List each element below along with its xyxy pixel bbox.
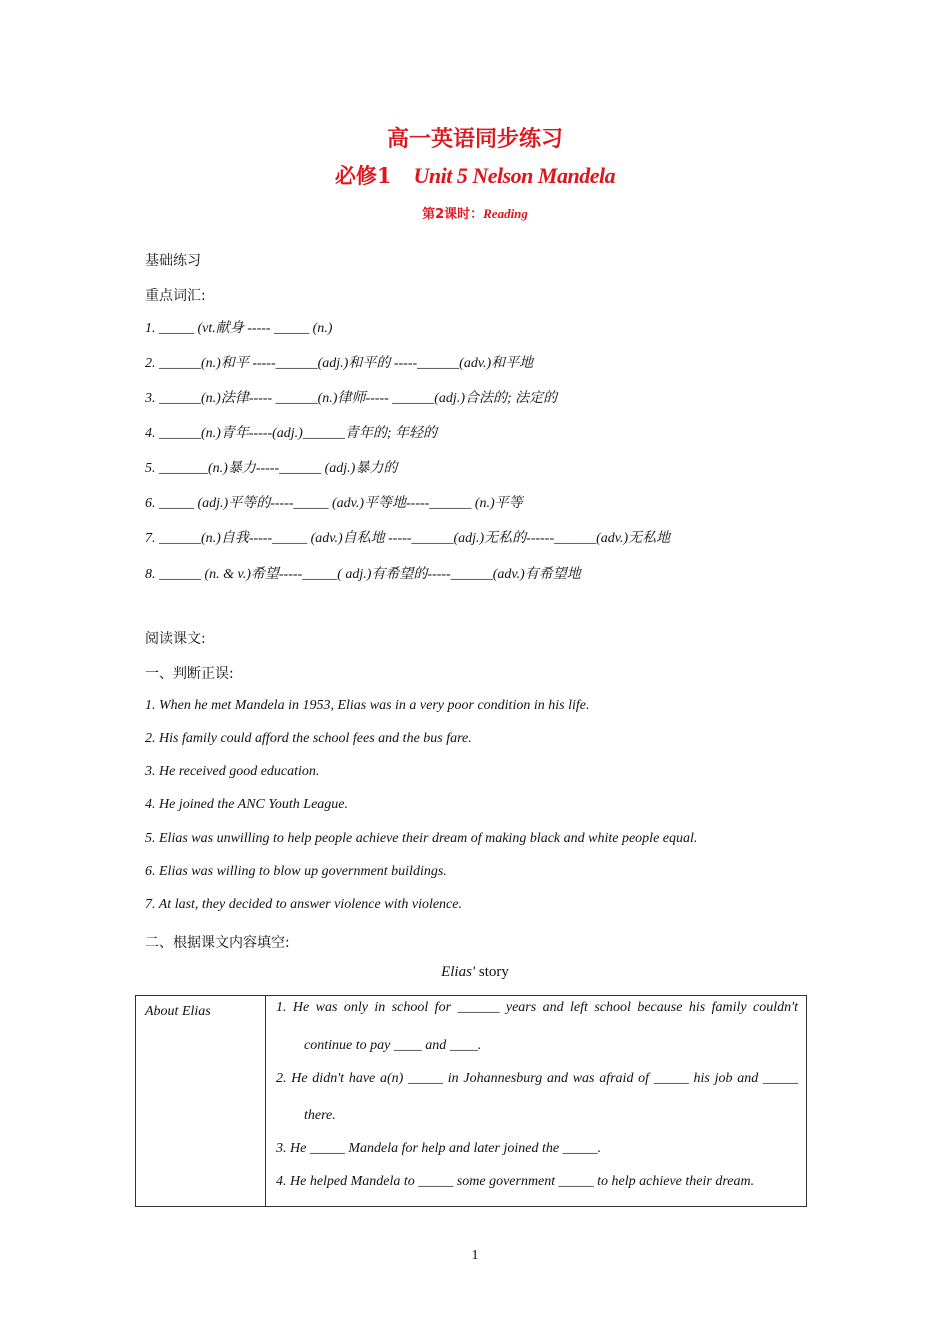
vocab-item: 3. ______(n.)法律----- ______(n.)律师----- ______(adj.)合法的; 法定的 (145, 391, 558, 406)
tf-item: 3. He received good education. (145, 764, 320, 779)
true-false-heading: 一、判断正误: (145, 666, 234, 682)
story-line: 4. He helped Mandela to _____ some government _____ to help achieve their dream. (276, 1174, 755, 1189)
fill-blank-heading: 二、根据课文内容填空: (145, 935, 290, 951)
story-line: 3. He _____ Mandela for help and later joined the _____. (276, 1141, 602, 1156)
tf-item: 7. At last, they decided to answer violence with violence. (145, 897, 462, 912)
tf-item: 6. Elias was willing to blow up government buildings. (145, 864, 447, 879)
lesson-number: 第2课时： (422, 207, 484, 222)
subtitle-unit: Unit 5 Nelson Mandela (413, 163, 616, 188)
basic-heading: 基础练习 (145, 253, 201, 269)
story-line: 2. He didn't have a(n) _____ in Johannesburg and was afraid of _____ his job and _____ (276, 1071, 798, 1086)
caption-name: Elias' (441, 964, 476, 980)
elias-story-table (135, 995, 807, 1207)
row-label: About Elias (145, 1004, 211, 1019)
content-cell (266, 996, 807, 1207)
vocab-item: 2. ______(n.)和平 -----______(adj.)和平的 -----______(adv.)和平地 (145, 356, 534, 371)
vocab-item: 8. ______ (n. & v.)希望-----_____( adj.)有希望的-----______(adv.)有希望地 (145, 567, 581, 582)
table-caption (0, 964, 950, 981)
tf-item: 1. When he met Mandela in 1953, Elias was in a very poor condition in his life. (145, 698, 590, 713)
page-number: 1 (471, 1248, 479, 1263)
vocab-item: 7. ______(n.)自我-----_____ (adv.)自私地 -----______(adj.)无私的------______(adv.)无私地 (145, 531, 671, 546)
vocab-heading: 重点词汇: (145, 288, 206, 304)
reading-heading: 阅读课文: (145, 631, 206, 647)
vocab-item: 6. _____ (adj.)平等的-----_____ (adv.)平等地-----______ (n.)平等 (145, 496, 523, 511)
tf-item: 4. He joined the ANC Youth League. (145, 797, 348, 812)
story-line: continue to pay ____ and ____. (304, 1038, 482, 1053)
vocab-item: 4. ______(n.)青年-----(adj.)______青年的; 年轻的 (145, 426, 438, 441)
lesson-title (0, 203, 950, 222)
story-line: there. (304, 1108, 336, 1123)
row-label-cell (136, 996, 266, 1207)
page-title: 高一英语同步练习 (386, 127, 563, 152)
vocab-item: 5. _______(n.)暴力-----______ (adj.)暴力的 (145, 461, 398, 476)
tf-item: 2. His family could afford the school fees and the bus fare. (145, 731, 472, 746)
caption-word: story (478, 964, 509, 980)
story-line: 1. He was only in school for ______ years and left school because his family couldn't (276, 1000, 798, 1015)
page-subtitle (0, 160, 950, 190)
lesson-name: Reading (483, 206, 528, 221)
tf-item: 5. Elias was unwilling to help people achieve their dream of making black and white people equal. (145, 831, 698, 846)
subtitle-book: 必修1 (334, 163, 392, 188)
vocab-item: 1. _____ (vt.献身 ----- _____ (n.) (145, 321, 333, 336)
